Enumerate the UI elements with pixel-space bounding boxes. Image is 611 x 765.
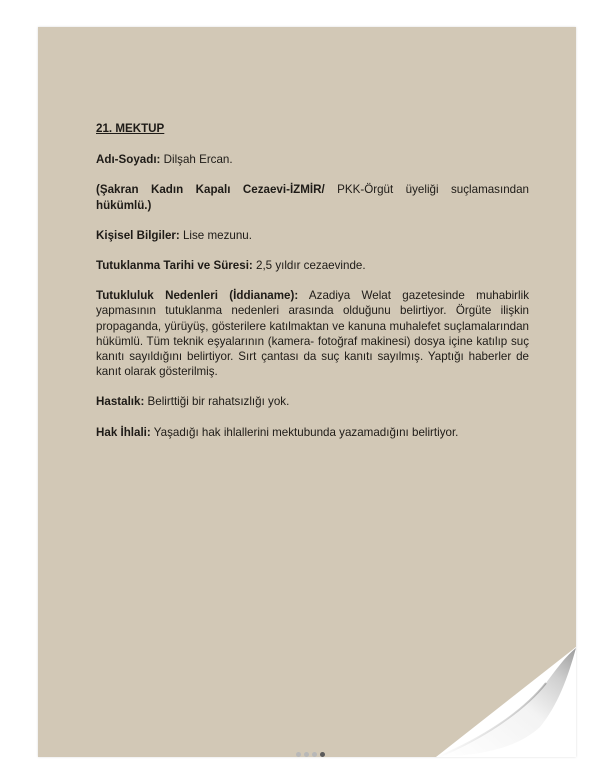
field-illness (96, 394, 529, 409)
field-name (96, 152, 529, 167)
field-rights-violation-label: Hak İhlali: (96, 425, 151, 439)
field-arrest-date-label: Tutuklanma Tarihi ve Süresi: (96, 259, 253, 273)
letter-heading: 21. MEKTUP (96, 122, 165, 135)
document-page (38, 27, 576, 757)
page-dot-3[interactable] (312, 752, 317, 757)
field-personal-info (96, 228, 529, 243)
field-rights-violation-value: Yaşadığı hak ihlallerini mektubunda yazamadığını belirtiyor. (150, 425, 459, 439)
field-detention-reasons-label: Tutukluluk Nedenleri (İddianame): (96, 289, 299, 303)
field-illness-value: Belirttiği bir rahatsızlığı yok. (144, 395, 290, 409)
field-arrest-date (96, 258, 529, 273)
field-name-value: Dilşah Ercan. (160, 153, 233, 167)
field-detention-reasons-value: Azadiya Welat gazetesinde muhabirlik yapmasının tutuklanma nedenleri arasında olduğunu belirtiyor. Örgüte ilişkin propaganda, yürüyüş, gösterilere katılmaktan ve kanuna muhalefet suçlamalarından hükümlü. Tüm teknik eşyalarının (kamera- fotoğraf makinesi) dosya içine katılıp suç kanıtı sayıldığını belirtiyor. Sırt çantası da suç kanıtı sayılmış. Yaptığı haberler de kanıt olarak gösterilmiş. (96, 289, 529, 379)
page-curl-icon (436, 647, 576, 757)
field-rights-violation (96, 425, 529, 440)
field-prison-value: PKK-Örgüt üyeliği suçlamasından (324, 183, 529, 197)
field-name-label: Adı-Soyadı: (96, 153, 161, 167)
page-dot-4[interactable] (320, 752, 325, 757)
page-indicator (296, 752, 325, 757)
field-prison-label-end: hükümlü.) (96, 198, 152, 212)
field-prison-label: (Şakran Kadın Kapalı Cezaevi-İZMİR/ (96, 183, 325, 197)
field-prison (96, 182, 529, 212)
field-personal-info-label: Kişisel Bilgiler: (96, 228, 180, 242)
page-dot-2[interactable] (304, 752, 309, 757)
page-dot-1[interactable] (296, 752, 301, 757)
field-arrest-date-value: 2,5 yıldır cezaevinde. (252, 259, 366, 273)
field-personal-info-value: Lise mezunu. (179, 228, 252, 242)
letter-content (96, 121, 529, 455)
field-detention-reasons (96, 288, 529, 379)
field-illness-label: Hastalık: (96, 395, 145, 409)
